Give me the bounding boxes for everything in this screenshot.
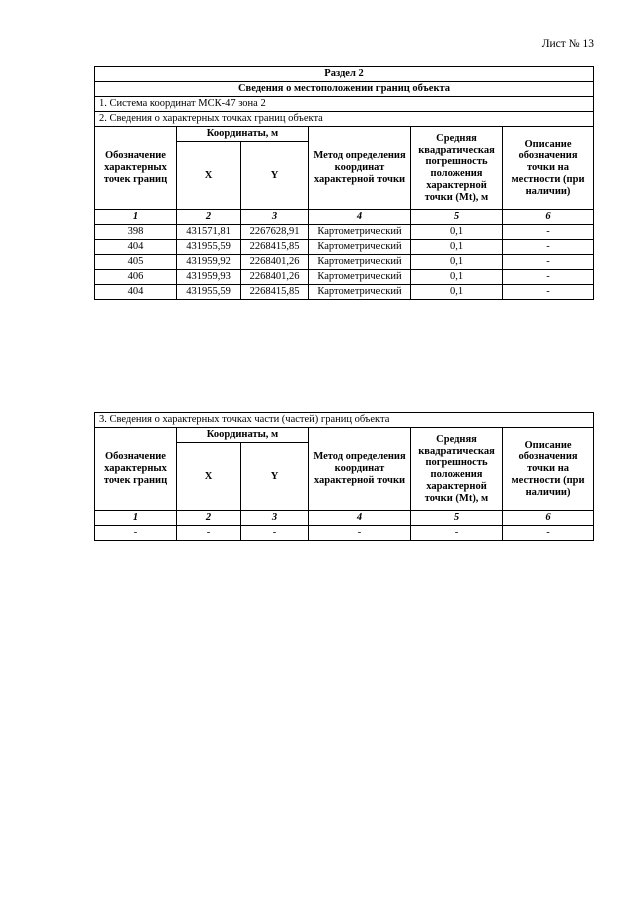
cell-desc: - — [503, 225, 594, 240]
cell-method: Картометрический — [309, 255, 411, 270]
col-number: 3 — [241, 210, 309, 225]
cell-method: Картометрический — [309, 285, 411, 300]
cell-x: 431955,59 — [177, 285, 241, 300]
cell-point: 398 — [95, 225, 177, 240]
col-number: 5 — [411, 511, 503, 526]
section-subtitle: Сведения о местоположении границ объекта — [95, 82, 594, 97]
section-title: Раздел 2 — [95, 67, 594, 82]
col-number: 2 — [177, 210, 241, 225]
header-x: X — [177, 443, 241, 511]
cell-error: - — [411, 526, 503, 541]
table-row — [95, 285, 594, 300]
cell-y: 2268415,85 — [241, 285, 309, 300]
table-row — [95, 255, 594, 270]
cell-point: 406 — [95, 270, 177, 285]
cell-x: 431955,59 — [177, 240, 241, 255]
header-designation: Обозначение характерных точек границ — [95, 428, 177, 511]
col-number: 4 — [309, 511, 411, 526]
header-error: Средняя квадратическая погрешность положения характерной точки (Mt), м — [411, 127, 503, 210]
cell-x: 431959,93 — [177, 270, 241, 285]
cell-point: 405 — [95, 255, 177, 270]
cell-point: 404 — [95, 240, 177, 255]
cell-desc: - — [503, 240, 594, 255]
header-method: Метод определения координат характерной точки — [309, 428, 411, 511]
cell-desc: - — [503, 285, 594, 300]
points-title-row: 2. Сведения о характерных точках границ объекта — [95, 112, 594, 127]
col-number: 6 — [503, 210, 594, 225]
header-coordinates: Координаты, м — [177, 428, 309, 443]
coord-system-row: 1. Система координат МСК-47 зона 2 — [95, 97, 594, 112]
col-number: 4 — [309, 210, 411, 225]
header-x: X — [177, 142, 241, 210]
col-number: 1 — [95, 511, 177, 526]
cell-y: 2268401,26 — [241, 255, 309, 270]
col-number: 2 — [177, 511, 241, 526]
header-description: Описание обозначения точки на местности (при наличии) — [503, 127, 594, 210]
cell-desc: - — [503, 526, 594, 541]
header-y: Y — [241, 142, 309, 210]
cell-error: 0,1 — [411, 255, 503, 270]
boundary-points-table — [94, 66, 594, 300]
cell-y: 2268401,26 — [241, 270, 309, 285]
cell-error: 0,1 — [411, 225, 503, 240]
cell-desc: - — [503, 270, 594, 285]
cell-y: 2268415,85 — [241, 240, 309, 255]
cell-method: - — [309, 526, 411, 541]
cell-error: 0,1 — [411, 240, 503, 255]
cell-error: 0,1 — [411, 285, 503, 300]
cell-method: Картометрический — [309, 240, 411, 255]
cell-method: Картометрический — [309, 270, 411, 285]
table-row — [95, 526, 594, 541]
col-number: 6 — [503, 511, 594, 526]
header-method: Метод определения координат характерной точки — [309, 127, 411, 210]
cell-y: - — [241, 526, 309, 541]
header-designation: Обозначение характерных точек границ — [95, 127, 177, 210]
cell-x: 431571,81 — [177, 225, 241, 240]
header-y: Y — [241, 443, 309, 511]
cell-desc: - — [503, 255, 594, 270]
col-number: 3 — [241, 511, 309, 526]
cell-x: - — [177, 526, 241, 541]
sheet-number: Лист № 13 — [541, 38, 594, 50]
header-error: Средняя квадратическая погрешность положения характерной точки (Mt), м — [411, 428, 503, 511]
table-row — [95, 225, 594, 240]
cell-point: - — [95, 526, 177, 541]
header-coordinates: Координаты, м — [177, 127, 309, 142]
cell-x: 431959,92 — [177, 255, 241, 270]
header-description: Описание обозначения точки на местности (при наличии) — [503, 428, 594, 511]
cell-method: Картометрический — [309, 225, 411, 240]
part-boundary-points-table — [94, 412, 594, 541]
cell-point: 404 — [95, 285, 177, 300]
parts-title-row: 3. Сведения о характерных точках части (частей) границ объекта — [95, 413, 594, 428]
cell-error: 0,1 — [411, 270, 503, 285]
table-row — [95, 270, 594, 285]
table-row — [95, 240, 594, 255]
col-number: 5 — [411, 210, 503, 225]
col-number: 1 — [95, 210, 177, 225]
cell-y: 2267628,91 — [241, 225, 309, 240]
